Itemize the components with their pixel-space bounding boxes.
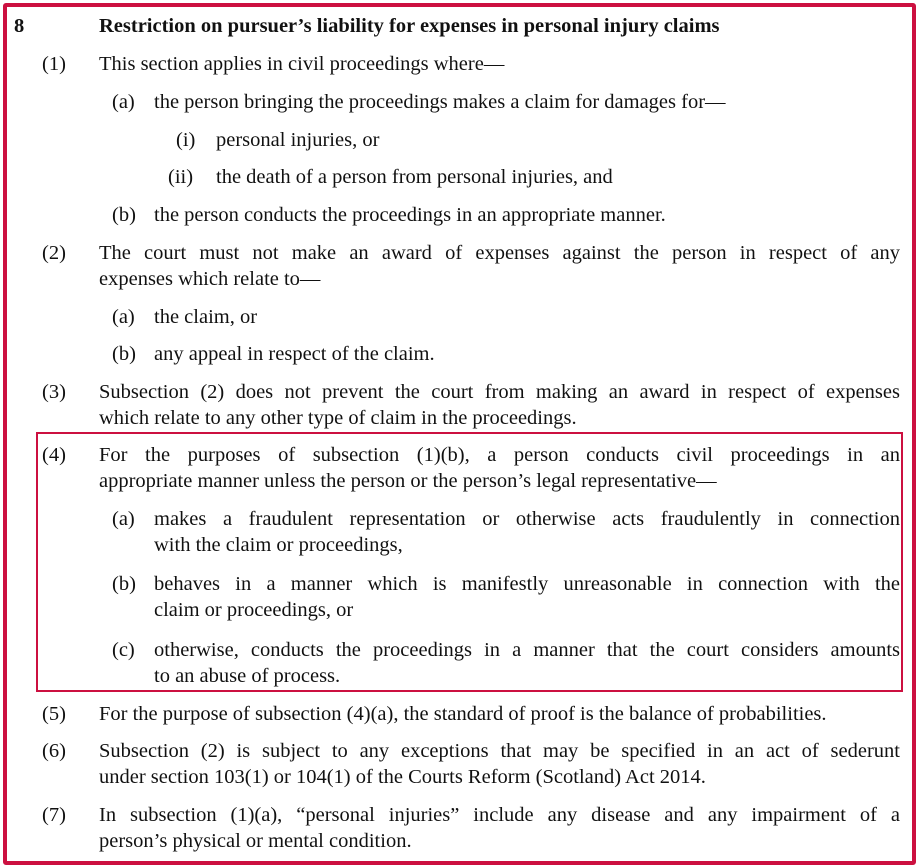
subsection-5-text: For the purpose of subsection (4)(a), the standard of proof is the balance of probabilities. xyxy=(99,703,827,725)
subsection-1a-number: (a) xyxy=(112,91,135,113)
subsection-4c-number: (c) xyxy=(112,639,135,661)
subsection-6-number: (6) xyxy=(42,740,66,762)
subsection-2-number: (2) xyxy=(42,242,66,264)
subsection-2b-number: (b) xyxy=(112,343,136,365)
subsection-4-number: (4) xyxy=(42,444,66,466)
subsection-7-line-2: person’s physical or mental condition. xyxy=(99,830,412,852)
subsection-4-line-1: For the purposes of subsection (1)(b), a person conducts civil proceedings in an xyxy=(99,444,900,466)
subsection-2a-text: the claim, or xyxy=(154,306,258,328)
subsection-2-line-2: expenses which relate to— xyxy=(99,268,321,290)
subsection-4c-line-1: otherwise, conducts the proceedings in a manner that the court considers amounts xyxy=(154,639,900,661)
subsection-1b-number: (b) xyxy=(112,204,136,226)
subsection-3-number: (3) xyxy=(42,381,66,403)
subsection-3-line-2: which relate to any other type of claim in the proceedings. xyxy=(99,407,577,429)
subsection-4b-line-2: claim or proceedings, or xyxy=(154,599,354,621)
subsection-6-line-1: Subsection (2) is subject to any exceptions that may be specified in an act of sederunt xyxy=(99,740,900,762)
subsection-3-line-1: Subsection (2) does not prevent the court from making an award in respect of expenses xyxy=(99,381,900,403)
subsection-6-line-2: under section 103(1) or 104(1) of the Courts Reform (Scotland) Act 2014. xyxy=(99,766,706,788)
subsection-4b-number: (b) xyxy=(112,573,136,595)
section-number: 8 xyxy=(14,15,25,37)
subsection-5-number: (5) xyxy=(42,703,66,725)
subsection-4c-line-2: to an abuse of process. xyxy=(154,665,341,687)
subsection-4a-number: (a) xyxy=(112,508,135,530)
subsection-1a-text: the person bringing the proceedings makes a claim for damages for— xyxy=(154,91,726,113)
subsection-7-number: (7) xyxy=(42,804,66,826)
subsection-1a-ii-number: (ii) xyxy=(168,166,194,188)
subsection-2b-text: any appeal in respect of the claim. xyxy=(154,343,435,365)
subsection-7-line-1: In subsection (1)(a), “personal injuries” include any disease and any impairment of a xyxy=(99,804,900,826)
subsection-1-number: (1) xyxy=(42,53,66,75)
subsection-4a-line-2: with the claim or proceedings, xyxy=(154,534,403,556)
subsection-1-text: This section applies in civil proceedings where— xyxy=(99,53,505,75)
subsection-1a-i-number: (i) xyxy=(176,129,196,151)
subsection-4b-line-1: behaves in a manner which is manifestly unreasonable in connection with the xyxy=(154,573,900,595)
subsection-2-line-1: The court must not make an award of expenses against the person in respect of any xyxy=(99,242,900,264)
subsection-4-line-2: appropriate manner unless the person or the person’s legal representative— xyxy=(99,470,717,492)
subsection-1b-text: the person conducts the proceedings in an appropriate manner. xyxy=(154,204,666,226)
subsection-1a-i-text: personal injuries, or xyxy=(216,129,380,151)
subsection-4a-line-1: makes a fraudulent representation or otherwise acts fraudulently in connection xyxy=(154,508,900,530)
section-title: Restriction on pursuer’s liability for expenses in personal injury claims xyxy=(99,15,720,37)
subsection-1a-ii-text: the death of a person from personal injuries, and xyxy=(216,166,613,188)
subsection-2a-number: (a) xyxy=(112,306,135,328)
